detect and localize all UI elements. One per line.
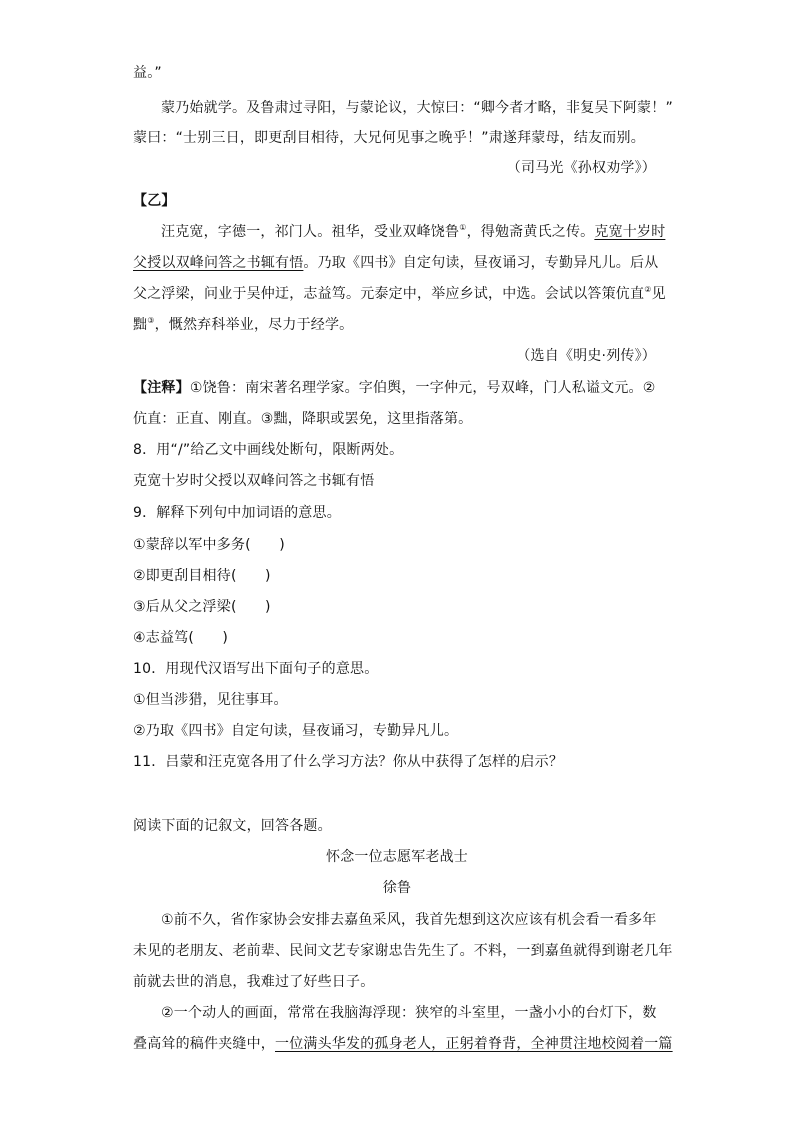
question-9-item-3: ③后从父之浮梁( ) xyxy=(133,599,271,615)
underlined-passage-2: 父授以双峰问答之书辄有悟 xyxy=(133,255,304,271)
question-8-passage: 克宽十岁时父授以双峰问答之书辄有悟 xyxy=(133,473,375,489)
reading-intro: 阅读下面的记叙文，回答各题。 xyxy=(133,818,332,834)
question-10-item-2: ②乃取《四书》自定句读，昼夜诵习，专勤异凡儿。 xyxy=(133,723,459,739)
underlined-sentence: 一位满头华发的孤身老人，正躬着脊背，全神贯注地校阅着一篇 xyxy=(275,1036,673,1052)
paragraph-2-line-2 xyxy=(133,1034,673,1054)
paragraph-2-line-1: ②一个动人的画面，常常在我脑海浮现：狭窄的斗室里，一盏小小的台灯下，数 xyxy=(161,1005,657,1021)
question-9-item-2: ②即更刮目相待( ) xyxy=(133,568,271,584)
text-line-b-4 xyxy=(133,315,353,335)
note-heading: 【注释】 xyxy=(133,380,190,396)
text-line-a-p1-1: 蒙乃始就学。及鲁肃过寻阳，与蒙论议，大惊曰：“卿今者才略，非复吴下阿蒙！” xyxy=(161,100,673,116)
note-text-1: ①饶鲁：南宋著名理学家。字伯舆，一字仲元，号双峰，门人私谥文元。② xyxy=(189,380,656,396)
footnote-ref-1: ① xyxy=(459,223,467,232)
b-line2-text: 。乃取《四书》自定句读，昼夜诵习，专勤异凡儿。后从 xyxy=(303,255,659,271)
b-line3-text-2: 见 xyxy=(651,286,666,302)
question-8: 8．用“/”给乙文中画线处断句，限断两处。 xyxy=(133,442,404,458)
underlined-passage-1: 克宽十岁时 xyxy=(594,224,666,240)
note-line-2: 伉直：正直、刚直。③黜，降职或罢免，这里指落第。 xyxy=(133,411,473,427)
text-line-b-3 xyxy=(133,284,666,304)
paragraph-1-line-1: ①前不久，省作家协会安排去嘉鱼采风，我首先想到这次应该有机会看一看多年 xyxy=(161,912,657,928)
footnote-ref-3: ③ xyxy=(147,316,155,325)
article-author: 徐鲁 xyxy=(382,880,412,896)
b-line1-text: 汪克宽，字德一，祁门人。祖华，受业双峰饶鲁 xyxy=(161,224,460,240)
text-line-b-2 xyxy=(133,253,658,273)
text-line-a-p1-2: 蒙曰：“士别三日，即更刮目相待，大兄何见事之晚乎！”肃遂拜蒙母，结友而别。 xyxy=(133,130,645,146)
note-line-1 xyxy=(133,378,656,398)
footnote-ref-2: ② xyxy=(644,285,652,294)
paragraph-1-line-2: 未见的老朋友、老前辈、民间文艺专家谢忠告先生了。不料，一到嘉鱼就得到谢老几年 xyxy=(133,943,673,959)
question-10: 10．用现代汉语写出下面句子的意思。 xyxy=(133,661,379,677)
question-11: 11．吕蒙和汪克宽各用了什么学习方法？你从中获得了怎样的启示？ xyxy=(133,754,564,770)
b-line4-text: 黜 xyxy=(133,317,148,333)
question-9-item-1: ①蒙辞以军中多务( ) xyxy=(133,537,285,553)
text-line-b-1 xyxy=(161,222,665,242)
p2-line2-text: 叠高耸的稿件夹缝中， xyxy=(133,1036,275,1052)
section-b-heading: 【乙】 xyxy=(133,193,176,209)
article-title: 怀念一位志愿军老战士 xyxy=(326,849,468,865)
question-9: 9．解释下列句中加词语的意思。 xyxy=(133,505,341,521)
b-line4-text-2: ，慨然弃科举业，尽力于经学。 xyxy=(154,317,354,333)
source-b: （选自《明史·列传》） xyxy=(516,348,656,364)
b-line1-text-2: ，得勉斋黄氏之传。 xyxy=(466,224,595,240)
text-line-a-tail: 益。” xyxy=(133,65,162,81)
question-10-item-1: ①但当涉猎，见往事耳。 xyxy=(133,692,288,708)
b-line3-text: 父之浮梁，问业于吴仲迂，志益笃。元泰定中，举应乡试，中选。会试以答策伉直 xyxy=(133,286,645,302)
paragraph-1-line-3: 前就去世的消息，我难过了好些日子。 xyxy=(133,974,375,990)
question-9-item-4: ④志益笃( ) xyxy=(133,630,229,646)
source-a: （司马光《孙权劝学》） xyxy=(506,160,656,176)
